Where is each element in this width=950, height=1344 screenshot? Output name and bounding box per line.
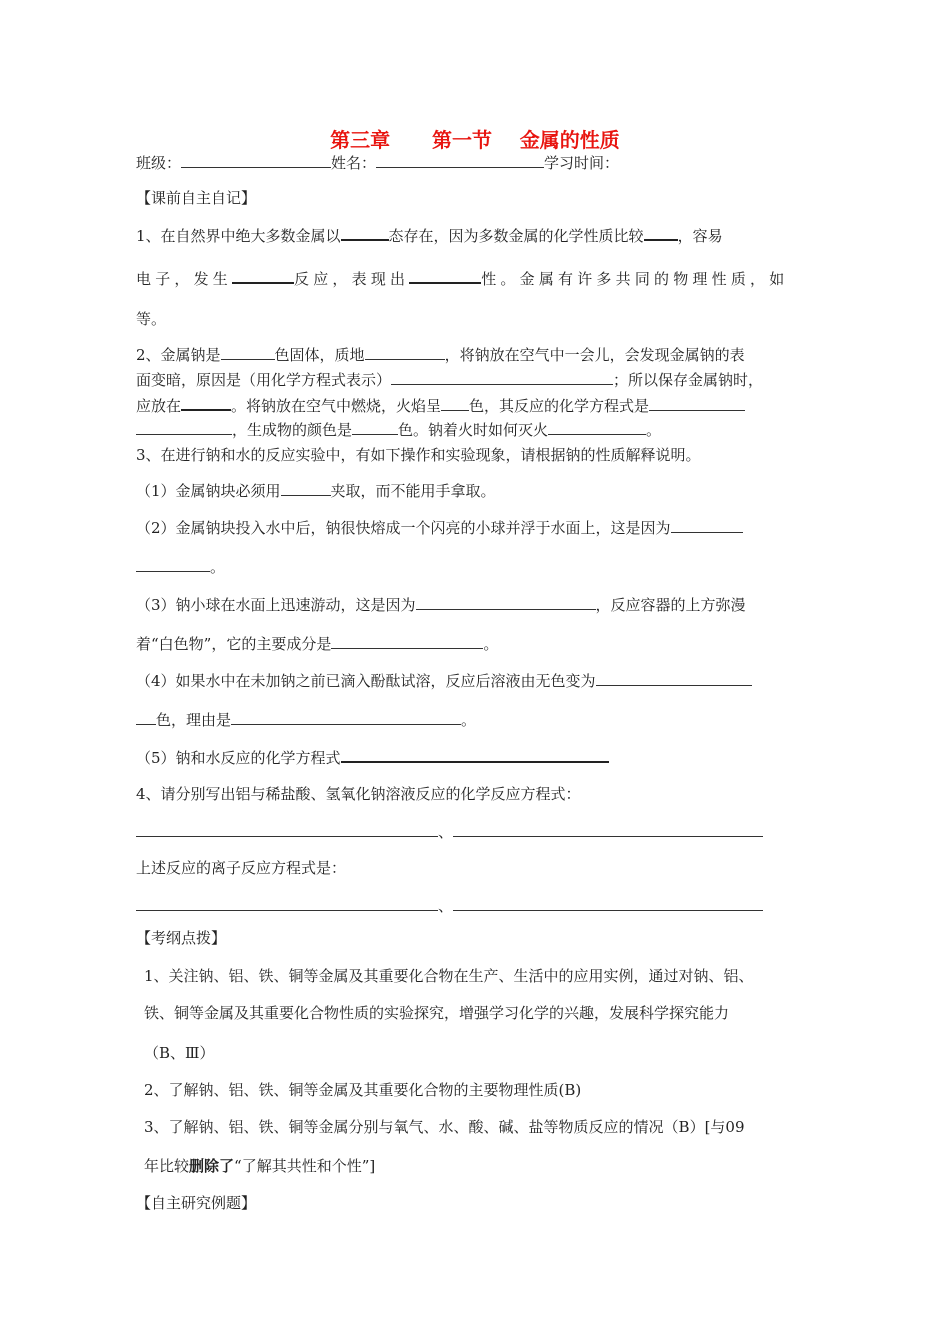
q3-intro: 3、在进行钠和水的反应实验中，有如下操作和实验现象，请根据钠的性质解释说明。 <box>136 446 701 464</box>
class-label: 班级： <box>136 154 182 172</box>
q3-s3-blank-2[interactable] <box>331 634 483 649</box>
outline-item-3-post: “了解其共性和个性”] <box>234 1157 376 1175</box>
q4-answer-row-1 <box>136 822 763 842</box>
outline-item-1-level: （B、Ⅲ） <box>144 1044 215 1062</box>
q2-text-j: 色。钠着火时如何灭火 <box>398 421 549 439</box>
class-blank[interactable] <box>181 153 331 168</box>
outline-item-3: 3、了解钠、铝、铁、铜等金属分别与氧气、水、酸、碱、盐等物质反应的情况（B）[与09 <box>144 1118 745 1136</box>
q3-s2-blank-2[interactable] <box>136 557 210 572</box>
name-label: 姓名： <box>331 154 377 172</box>
q1-line-1 <box>136 225 723 246</box>
q3-s1-blank[interactable] <box>281 481 331 496</box>
outline-item-1: 1、关注钠、铝、铁、铜等金属及其重要化合物在生产、生活中的应用实例，通过对钠、铝、 <box>144 967 754 985</box>
q1-blank-property[interactable] <box>409 268 481 284</box>
q4-answer-row-2 <box>136 896 763 916</box>
outline-item-3-bold: 删除了 <box>189 1157 235 1175</box>
q4-blank-4[interactable] <box>453 896 763 911</box>
q4-blank-1[interactable] <box>136 822 438 837</box>
q4-ionic-label: 上述反应的离子反应方程式是： <box>136 859 347 877</box>
q3-s4-text-a: （4）如果水中在未加钠之前已滴入酚酞试溶，反应后溶液由无色变为 <box>136 672 596 690</box>
q4-intro: 4、请分别写出铝与稀盐酸、氢氧化钠溶液反应的化学反应方程式： <box>136 785 581 803</box>
section-pre-class: 【课前自主自记】 <box>136 189 257 207</box>
q3-item-1 <box>136 481 496 501</box>
outline-item-3-cont <box>144 1156 375 1176</box>
q1-text-c: ，容易 <box>677 227 723 245</box>
q2-line-3 <box>136 395 745 416</box>
q4-sep-1: 、 <box>438 823 454 841</box>
q3-item-3 <box>136 595 746 615</box>
q3-item-3-cont <box>136 634 498 654</box>
q1-line-3: 等。 <box>136 310 167 328</box>
q3-s5-blank[interactable] <box>341 747 609 763</box>
q1-text-a: 1、在自然界中绝大多数金属以 <box>136 227 341 245</box>
q3-s2-text-b: 。 <box>210 558 226 576</box>
q1-blank-reaction[interactable] <box>232 268 294 284</box>
section-research: 【自主研究例题】 <box>136 1194 257 1212</box>
q3-s2-blank-1[interactable] <box>671 518 743 533</box>
q2-line-1 <box>136 345 745 365</box>
time-label: 学习时间： <box>544 154 620 172</box>
q1-line-2 <box>136 268 788 289</box>
q3-item-4 <box>136 671 752 691</box>
q3-s4-text-b: 色，理由是 <box>156 711 232 729</box>
q3-s4-blank-1[interactable] <box>596 671 752 686</box>
q3-s3-text-b: ，反应容器的上方弥漫 <box>595 596 746 614</box>
q2-text-a: 2、金属钠是 <box>136 346 221 364</box>
q3-item-2 <box>136 518 743 538</box>
q2-text-d: 面变暗，原因是（用化学方程式表示） <box>136 371 392 389</box>
q2-text-k: 。 <box>646 421 662 439</box>
q2-blank-color[interactable] <box>221 345 275 360</box>
q3-s2-text-a: （2）金属钠块投入水中后，钠很快熔成一个闪亮的小球并浮于水面上，这是因为 <box>136 519 671 537</box>
q3-s3-text-c: 着“白色物”，它的主要成分是 <box>136 635 332 653</box>
q2-blank-equation[interactable] <box>391 370 613 385</box>
q3-s1-text-b: 夹取，而不能用手拿取。 <box>330 482 496 500</box>
q3-s3-text-a: （3）钠小球在水面上迅速游动，这是因为 <box>136 596 416 614</box>
q2-blank-texture[interactable] <box>365 345 445 360</box>
outline-item-1-cont: 铁、铜等金属及其重要化合物性质的实验探究，增强学习化学的兴趣，发展科学探究能力 <box>144 1004 730 1022</box>
name-blank[interactable] <box>376 153 544 168</box>
outline-item-3-pre: 年比较 <box>144 1157 190 1175</box>
q2-line-4 <box>136 420 661 440</box>
q3-s4-blank-2[interactable] <box>136 710 156 725</box>
student-info-row <box>136 153 619 173</box>
q1-text-b: 态存在，因为多数金属的化学性质比较 <box>388 227 644 245</box>
q3-s1-text-a: （1）金属钠块必须用 <box>136 482 281 500</box>
q1-text-d: 电子，发生 <box>136 270 233 288</box>
q3-item-5 <box>136 747 609 768</box>
outline-item-2: 2、了解钠、铝、铁、铜等金属及其重要化合物的主要物理性质(B) <box>144 1081 582 1099</box>
q3-s3-blank-1[interactable] <box>416 595 596 610</box>
section-outline: 【考纲点拨】 <box>136 929 227 947</box>
q3-s4-blank-3[interactable] <box>231 710 461 725</box>
q1-blank-state[interactable] <box>341 225 389 241</box>
q2-line-2 <box>136 370 763 390</box>
q1-blank-activity[interactable] <box>644 225 678 241</box>
q1-text-e: 反应，表现出 <box>294 270 410 288</box>
page-title: 第三章 第一节 金属的性质 <box>330 128 620 152</box>
q2-blank-storage[interactable] <box>181 395 231 411</box>
q2-blank-product-color[interactable] <box>352 420 398 435</box>
q2-text-i: ，生成物的颜色是 <box>232 421 353 439</box>
q2-text-b: 色固体，质地 <box>274 346 365 364</box>
q4-blank-2[interactable] <box>453 822 763 837</box>
q1-text-f: 性。金属有许多共同的物理性质，如 <box>481 270 789 288</box>
q2-blank-flame[interactable] <box>441 396 469 411</box>
q4-blank-3[interactable] <box>136 896 438 911</box>
q3-item-2-cont <box>136 557 225 577</box>
q2-blank-burn-eq-2[interactable] <box>136 420 232 435</box>
q2-text-f: 应放在 <box>136 397 182 415</box>
q2-blank-burn-eq-1[interactable] <box>649 396 745 411</box>
q3-s4-text-c: 。 <box>461 711 477 729</box>
q2-text-h: 色，其反应的化学方程式是 <box>469 397 650 415</box>
q2-text-e: ；所以保存金属钠时， <box>613 371 764 389</box>
q2-text-c: ，将钠放在空气中一会儿，会发现金属钠的表 <box>444 346 745 364</box>
q2-text-g: 。将钠放在空气中燃烧，火焰呈 <box>231 397 442 415</box>
q3-item-4-cont <box>136 710 476 730</box>
q3-s3-text-d: 。 <box>483 635 499 653</box>
q4-sep-2: 、 <box>438 897 454 915</box>
q2-blank-extinguish[interactable] <box>548 420 646 435</box>
q3-s5-text: （5）钠和水反应的化学方程式 <box>136 749 341 767</box>
